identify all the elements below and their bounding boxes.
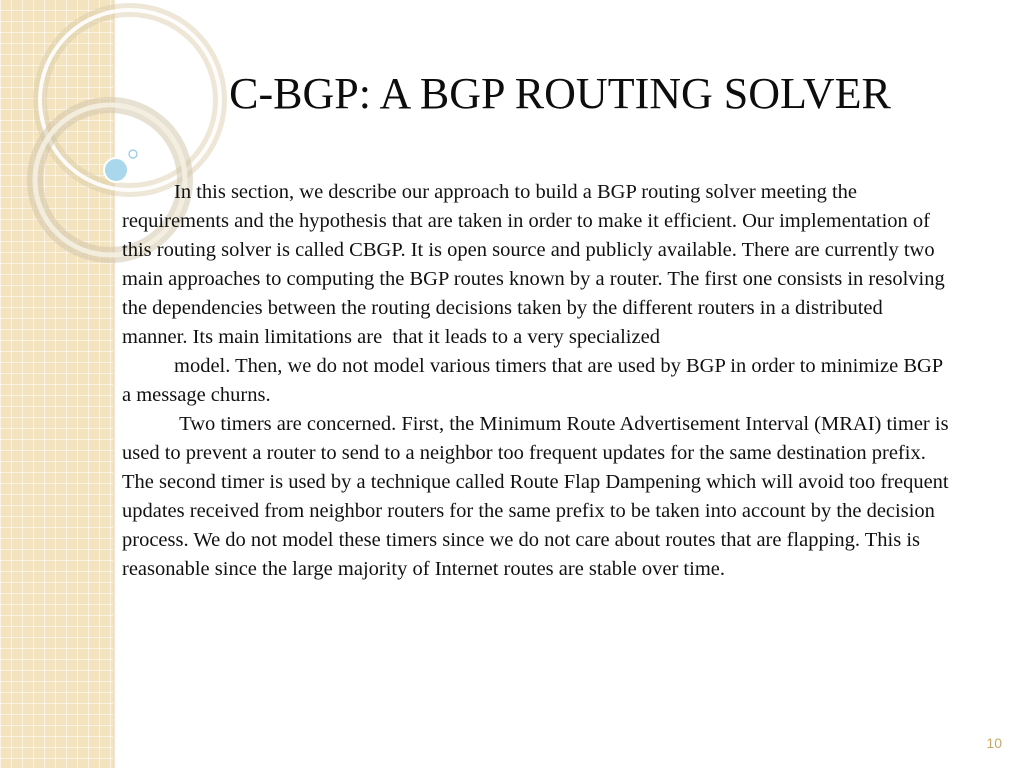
slide-body	[122, 178, 952, 584]
paragraph-1: In this section, we describe our approach to build a BGP routing solver meeting the requirements and the hypothesis that are taken in order to make it efficient. Our implementation of this routing solver is called CBGP. It is open source and publicly available. There are currently two main approaches to computing the BGP routes known by a router. The first one consists in resolving the dependencies between the routing decisions taken by the different routers in a distributed manner. Its main limitations are that it leads to a very specialized	[122, 181, 950, 348]
small-ring-icon	[129, 150, 137, 158]
slide-title: C-BGP: A BGP ROUTING SOLVER	[229, 69, 891, 118]
page-number: 10	[986, 735, 1002, 751]
paragraph-2: model. Then, we do not model various timers that are used by BGP in order to minimize BGP a message churns.	[122, 355, 948, 406]
paragraph-3: Two timers are concerned. First, the Minimum Route Advertisement Interval (MRAI) timer is used to prevent a router to send to a neighbor too frequent updates for the same destination prefix. The second timer is used by a technique called Route Flap Dampening which will avoid too frequent updates received from neighbor routers for the same prefix to be taken into account by the decision process. We do not model these timers since we do not care about routes that are flapping. This is reasonable since the large majority of Internet routes are stable over time.	[122, 413, 954, 580]
